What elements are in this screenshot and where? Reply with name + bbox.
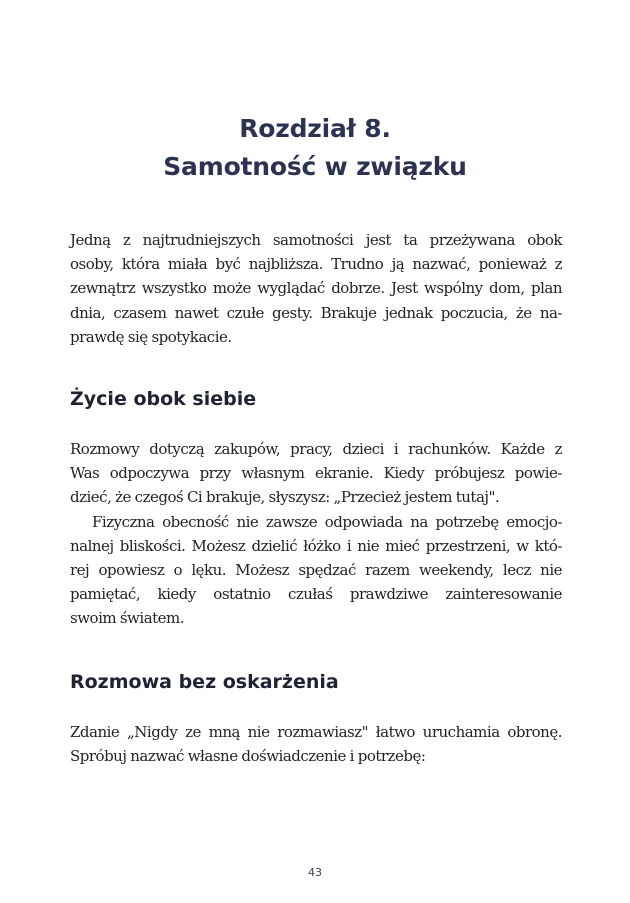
paragraph-line: rej opowiesz o lęku. Możesz spędzać razem weekendy, lecz nie (70, 560, 562, 579)
paragraph-line: Zdanie „Nigdy ze mną nie rozmawiasz" łatwo uruchamia obronę. (70, 723, 562, 741)
paragraph-line: dzieć, że czegoś Ci brakuje, słyszysz: „Przecież jestem tutaj". (70, 488, 500, 507)
paragraph-line: swoim światem. (70, 609, 185, 628)
paragraph-line: pamiętać, kiedy ostatnio czułaś prawdziwe zainteresowanie (70, 585, 562, 604)
section-paragraph (70, 437, 562, 631)
chapter-label: Rozdział 8. (239, 114, 391, 143)
intro-paragraph (70, 228, 562, 349)
paragraph-line: Rozmowy dotyczą zakupów, pracy, dzieci i rachunków. Każde z (70, 440, 562, 458)
section-paragraph (70, 720, 562, 768)
paragraph-line: zewnątrz wszystko może wyglądać dobrze. Jest wspólny dom, plan (70, 279, 562, 298)
paragraph-line: Was odpoczywa przy własnym ekranie. Kiedy próbujesz powie- (70, 464, 562, 483)
paragraph-line: nalnej bliskości. Możesz dzielić łóżko i nie mieć przestrzeni, w któ- (70, 536, 562, 555)
chapter-title (0, 110, 630, 186)
paragraph-line: osoby, która miała być najbliższa. Trudno ją nazwać, ponieważ z (70, 255, 562, 274)
paragraph-line: Spróbuj nazwać własne doświadczenie i potrzebę: (70, 747, 426, 766)
paragraph-line: prawdę się spotykacie. (70, 327, 232, 346)
section-heading: Życie obok siebie (70, 388, 257, 410)
paragraph-line: dnia, czasem nawet czułe gesty. Brakuje jednak poczucia, że na- (70, 303, 562, 322)
section-heading: Rozmowa bez oskarżenia (70, 671, 339, 693)
chapter-name: Samotność w związku (163, 152, 467, 181)
paragraph-line: Jedną z najtrudniejszych samotności jest ta przeżywana obok (70, 231, 562, 249)
page-number: 43 (308, 866, 322, 879)
paragraph-line: Fizyczna obecność nie zawsze odpowiada na potrzebę emocjo- (92, 512, 562, 531)
